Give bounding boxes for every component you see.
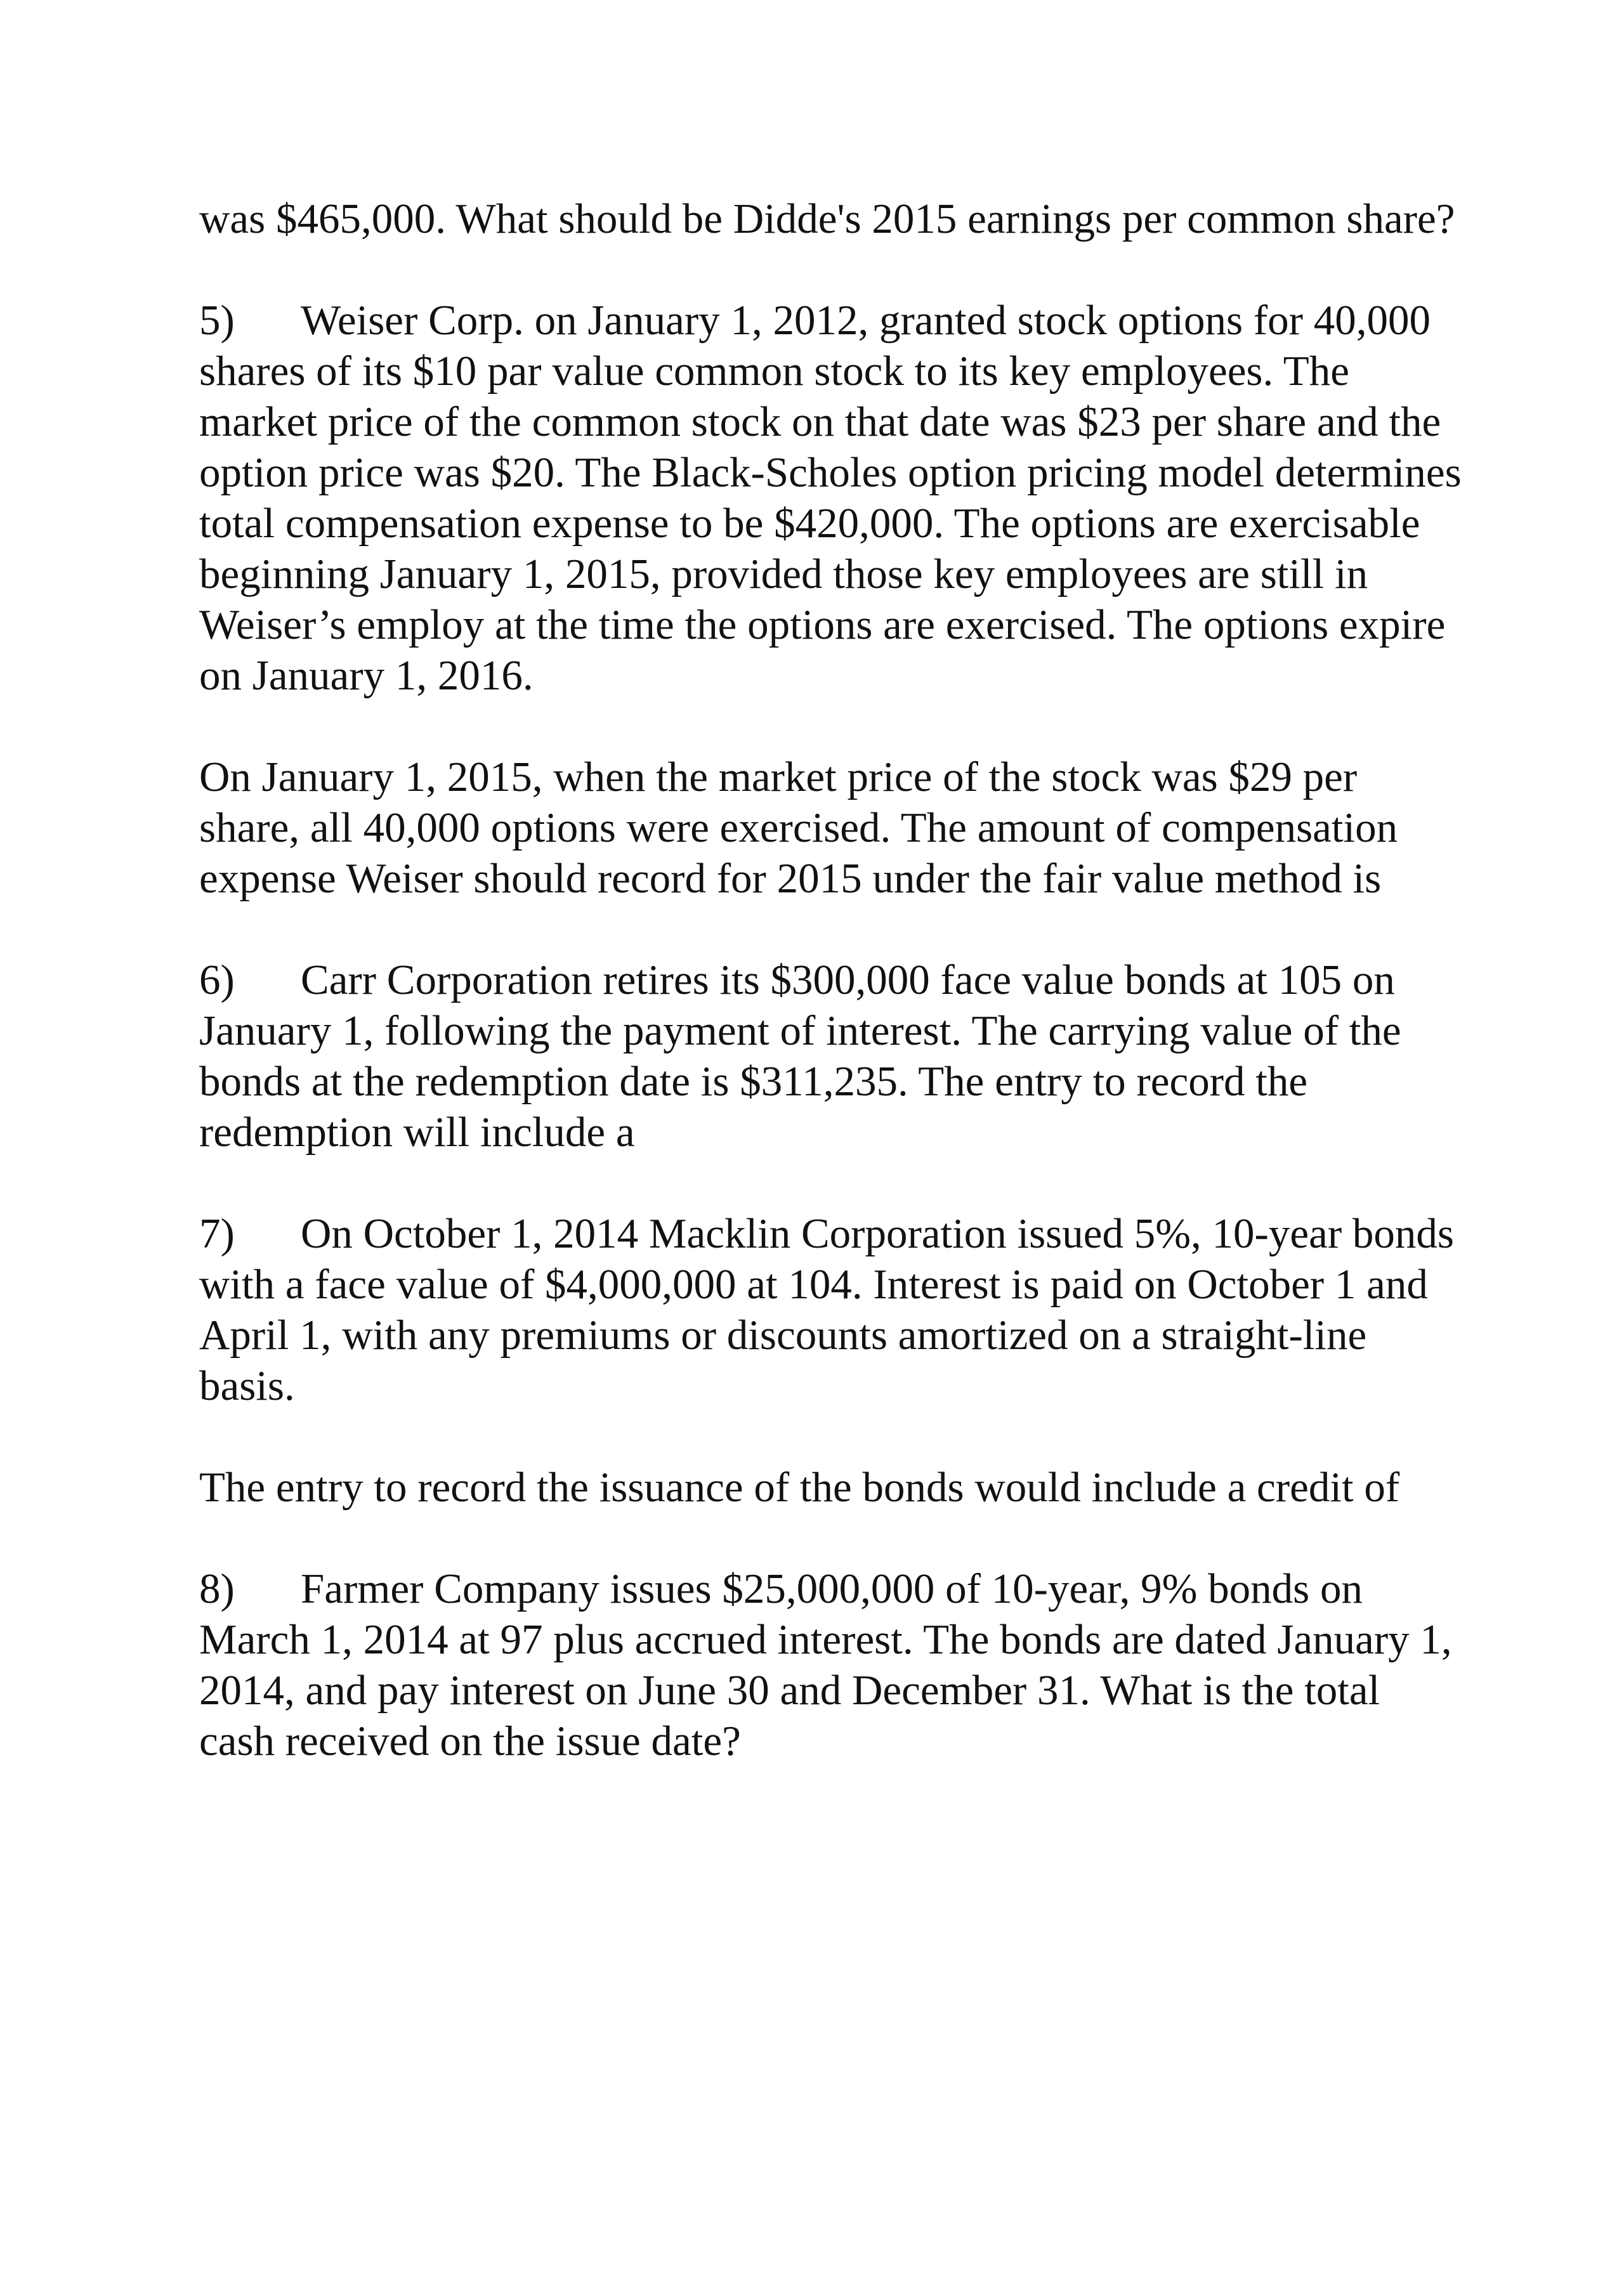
question-8-number: 8) [199, 1565, 235, 1612]
question-7-followup [199, 1462, 1462, 1513]
question-8-text: Farmer Company issues $25,000,000 of 10-year, 9% bonds on March 1, 2014 at 97 plus accrued interest. The bonds are dated January 1, 2014, and pay interest on June 30 and December 31. What is the total cash received on the issue date? [199, 1565, 1452, 1764]
intro-text: was $465,000. What should be Didde's 2015 earnings per common share? [199, 195, 1455, 242]
question-7-number: 7) [199, 1210, 235, 1257]
question-7-text: On October 1, 2014 Macklin Corporation issued 5%, 10-year bonds with a face value of $4,000,000 at 104. Interest is paid on October 1 and April 1, with any premiums or discounts amortized on a straight-line basis. [199, 1210, 1454, 1409]
question-5-followup-text: On January 1, 2015, when the market price of the stock was $29 per share, all 40,000 options were exercised. The amount of compensation expense Weiser should record for 2015 under the fair value method is [199, 753, 1398, 902]
document-body [199, 193, 1462, 1817]
question-6 [199, 955, 1462, 1158]
question-8 [199, 1563, 1462, 1766]
question-7 [199, 1208, 1462, 1411]
question-6-text: Carr Corporation retires its $300,000 face value bonds at 105 on January 1, following the payment of interest. The carrying value of the bonds at the redemption date is $311,235. The entry to record the redemption will include a [199, 956, 1401, 1156]
question-5-followup [199, 752, 1462, 904]
question-5-number: 5) [199, 297, 235, 344]
question-6-number: 6) [199, 956, 235, 1003]
question-5-text: Weiser Corp. on January 1, 2012, granted stock options for 40,000 shares of its $10 par value common stock to its key employees. The market price of the common stock on that date was $23 per share and the option price was $20. The Black-Scholes option pricing model determines total compensation expense to be $420,000. The options are exercisable beginning January 1, 2015, provided those key employees are still in Weiser’s employ at the time the options are exercised. The options expire on January 1, 2016. [199, 297, 1462, 699]
question-5 [199, 295, 1462, 701]
question-7-followup-text: The entry to record the issuance of the bonds would include a credit of [199, 1464, 1400, 1511]
intro-paragraph [199, 193, 1462, 244]
